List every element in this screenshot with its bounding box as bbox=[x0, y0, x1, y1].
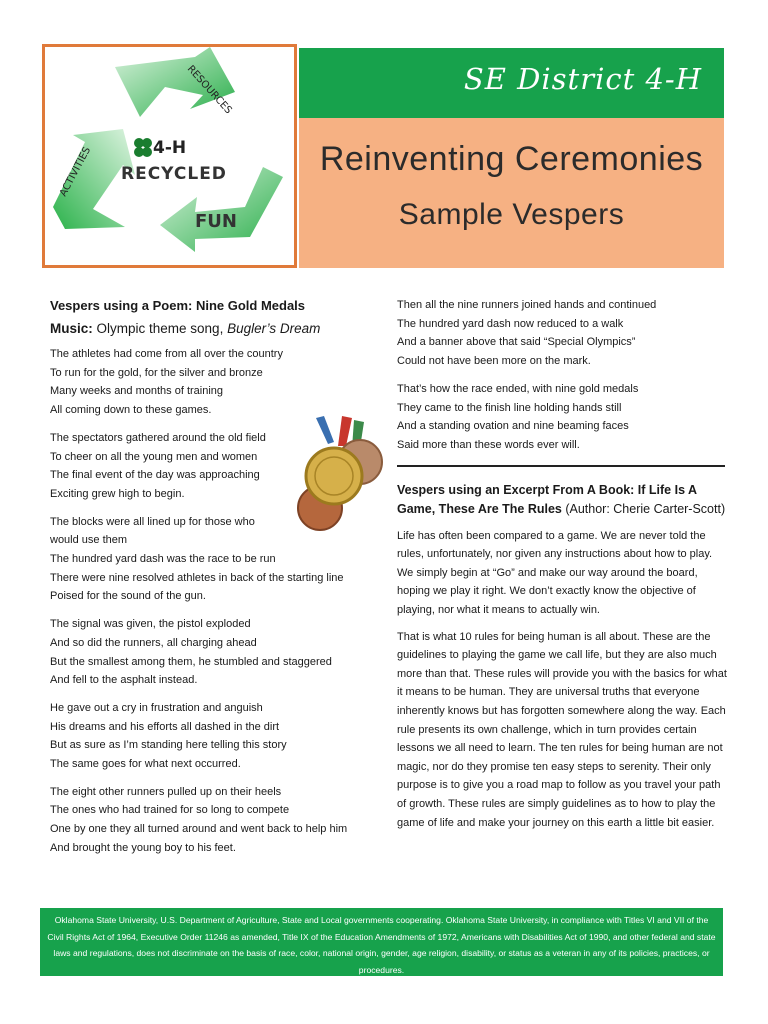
poem-line: And brought the young boy to his feet. bbox=[50, 841, 236, 854]
poem-line: His dreams and his efforts all dashed in the dirt bbox=[50, 720, 280, 733]
music-text: Olympic theme song, bbox=[92, 321, 228, 336]
poem-line: And a standing ovation and nine beaming faces bbox=[397, 420, 629, 433]
stanza bbox=[50, 783, 380, 858]
poem-line: The final event of the day was approaching bbox=[50, 469, 260, 482]
poem-line: Then all the nine runners joined hands and continued bbox=[397, 299, 657, 311]
poem-line: The blocks were all lined up for those who bbox=[50, 515, 255, 528]
music-song: Bugler’s Dream bbox=[227, 321, 321, 336]
recycle-arrows-icon bbox=[45, 47, 294, 265]
poem-line: The spectators gathered around the old field bbox=[50, 431, 266, 444]
poem-line: And fell to the asphalt instead. bbox=[50, 674, 198, 687]
section-divider bbox=[397, 465, 725, 467]
poem-line: One by one they all turned around and went back to help him bbox=[50, 823, 348, 836]
poem-line: To run for the gold, for the silver and bronze bbox=[50, 366, 263, 379]
district-banner bbox=[299, 48, 724, 118]
poem-line: Could not have been more on the mark. bbox=[397, 355, 591, 368]
poem-line: would use them bbox=[50, 534, 128, 547]
poem-line: There were nine resolved athletes in back of the starting line bbox=[50, 571, 344, 584]
stanza bbox=[50, 615, 380, 690]
svg-text:RESOURCES: RESOURCES bbox=[184, 63, 234, 117]
poem-line: Exciting grew high to begin. bbox=[50, 487, 185, 500]
poem-line: The hundred yard dash now reduced to a walk bbox=[397, 317, 624, 330]
book-title: Vespers using an Excerpt From A Book: If Life Is A Game, These Are The Rules bbox=[397, 482, 697, 516]
poem-line: The eight other runners pulled up on their heels bbox=[50, 785, 282, 798]
book-heading bbox=[397, 481, 727, 519]
poem-line: He gave out a cry in frustration and anguish bbox=[50, 701, 263, 714]
music-line bbox=[50, 321, 380, 336]
poem-line: The signal was given, the pistol exploded bbox=[50, 618, 251, 631]
svg-text:RECYCLED: RECYCLED bbox=[121, 164, 227, 184]
recycled-4h-logo bbox=[42, 44, 297, 268]
paragraph-1: Life has often been compared to a game. We are never told the rules, unfortunately, nor given any instructions about how to play. We simply begin at “Go” and make our way around the board, hoping we play it right. We don’t exactly know the objective of playing, nor what it means to actually win. bbox=[397, 529, 713, 616]
poem-line: All coming down to these games. bbox=[50, 404, 212, 417]
title-banner bbox=[299, 118, 724, 268]
svg-text:4-H: 4-H bbox=[153, 138, 187, 158]
poem-line: They came to the finish line holding hands still bbox=[397, 401, 622, 414]
nondiscrimination-footer: Oklahoma State University, U.S. Department of Agriculture, State and Local governments cooperating. Oklahoma State University, in compliance with Titles VI and VII of the Civil Rights Act of 1964, Executive Order 11246 as amended, Title IX of the Education Amendments of 1972, Americans with Disabilities Act of 1990, and other federal and state laws and regulations, does not discriminate on the basis of race, color, national origin, gender, age religion, disability, or status as a veteran in any of its policies, practices, or procedures. bbox=[40, 908, 723, 976]
district-title: SE District 4-H bbox=[463, 62, 702, 96]
clover-icon bbox=[134, 138, 152, 157]
stanza bbox=[50, 699, 380, 774]
poem-line: To cheer on all the young men and women bbox=[50, 450, 258, 463]
medals-image bbox=[294, 414, 386, 532]
poem-line: But the smallest among them, he stumbled and staggered bbox=[50, 655, 332, 668]
poem-line: And a banner above that said “Special Olympics” bbox=[397, 336, 636, 349]
poem-line: Poised for the sound of the gun. bbox=[50, 590, 206, 603]
poem-line: Said more than these words ever will. bbox=[397, 438, 580, 451]
poem-line: The athletes had come from all over the country bbox=[50, 348, 283, 360]
book-column bbox=[397, 296, 727, 840]
book-author: (Author: Cherie Carter-Scott) bbox=[561, 501, 726, 516]
page-subtitle: Sample Vespers bbox=[398, 198, 625, 231]
poem-line: The ones who had trained for so long to compete bbox=[50, 804, 290, 817]
stanza bbox=[397, 296, 727, 371]
paragraph-2: That is what 10 rules for being human is all about. These are the guidelines to playing the game we call life, but they are also much more than that. These rules will provide you with the basics for what it means to be human. They are universal truths that everyone inherently knows but has forgotten somewhere along the way. Each rule presents its own challenge, which in turn provides certain lessons we all need to learn. The ten rules for being human are not magic, nor do they promise ten easy steps to serenity. Their only purpose is to give you a road map to follow as you travel your path of growth. These rules are simply guidelines as to how to play the game of life and make your journey on this earth a little bit easier. bbox=[397, 630, 727, 829]
music-label: Music: bbox=[50, 321, 93, 336]
poem-line: That’s how the race ended, with nine gold medals bbox=[397, 382, 639, 395]
poem-line: Many weeks and months of training bbox=[50, 385, 224, 398]
poem-line: But as sure as I’m standing here telling this story bbox=[50, 739, 287, 752]
svg-text:FUN: FUN bbox=[195, 211, 237, 232]
stanza bbox=[50, 345, 380, 420]
poem-line: The same goes for what next occurred. bbox=[50, 758, 241, 771]
poem-heading: Vespers using a Poem: Nine Gold Medals bbox=[50, 298, 306, 313]
stanza bbox=[397, 380, 727, 455]
poem-column bbox=[50, 298, 380, 867]
medal-icon bbox=[294, 414, 386, 532]
poem-continued bbox=[397, 296, 727, 455]
poem-line: The hundred yard dash was the race to be run bbox=[50, 553, 276, 566]
page-title: Reinventing Ceremonies bbox=[319, 140, 704, 178]
svg-text:ACTIVITIES: ACTIVITIES bbox=[57, 145, 94, 199]
poem-line: And so did the runners, all charging ahead bbox=[50, 636, 257, 649]
